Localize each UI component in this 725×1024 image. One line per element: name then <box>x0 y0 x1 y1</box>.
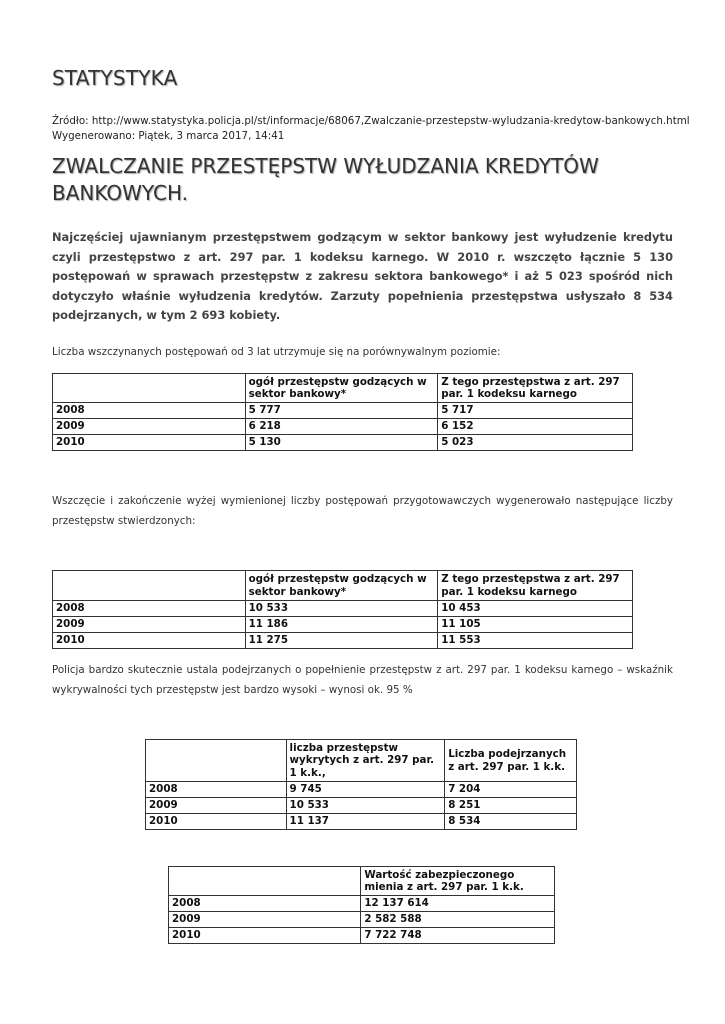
year-cell: 2009 <box>146 798 287 814</box>
paragraph-2: Wszczęcie i zakończenie wyżej wymienionej liczby postępowań przygotowawczych wygenerowało następujące liczby przestępstw stwierdzonych: <box>52 495 673 527</box>
value-cell: 5 777 <box>245 403 438 419</box>
table-row <box>146 814 577 830</box>
table-row <box>53 419 633 435</box>
value-cell: 5 717 <box>438 403 633 419</box>
paragraph-3: Policja bardzo skutecznie ustala podejrzanych o popełnienie przestępstw z art. 297 par. 1 kodeksu karnego – wskaźnik wykrywalności tych przestępstw jest bardzo wysoki – wynosi ok. 95 % <box>52 664 673 696</box>
year-cell: 2008 <box>53 601 246 617</box>
value-cell: 10 533 <box>286 798 445 814</box>
value-cell: 10 453 <box>438 601 633 617</box>
site-title: STATYSTYKA <box>52 66 178 90</box>
value-cell: 11 186 <box>245 617 438 633</box>
header-cell <box>53 374 246 403</box>
value-cell: 12 137 614 <box>361 896 555 912</box>
value-cell: 11 137 <box>286 814 445 830</box>
table-row <box>53 601 633 617</box>
value-cell: 11 105 <box>438 617 633 633</box>
table-header-row <box>53 374 633 403</box>
value-cell: 7 722 748 <box>361 928 555 944</box>
year-cell: 2010 <box>53 435 246 451</box>
value-cell: 11 275 <box>245 633 438 649</box>
table-row <box>53 617 633 633</box>
header-cell <box>169 867 361 896</box>
year-cell: 2008 <box>146 782 287 798</box>
table-wartosc-mienia <box>168 866 555 944</box>
header-cell: Z tego przestępstwa z art. 297 par. 1 kodeksu karnego <box>438 571 633 601</box>
table-row <box>169 928 555 944</box>
table-row <box>169 896 555 912</box>
header-cell: liczba przestępstw wykrytych z art. 297 par. 1 k.k., <box>286 740 445 782</box>
generated-date: Wygenerowano: Piątek, 3 marca 2017, 14:41 <box>52 130 285 142</box>
year-cell: 2010 <box>146 814 287 830</box>
table-wykrywalnosc <box>145 739 577 830</box>
table-row <box>146 798 577 814</box>
article-heading: ZWALCZANIE PRZESTĘPSTW WYŁUDZANIA KREDYTÓW BANKOWYCH. <box>52 154 599 205</box>
source-url: Źródło: http://www.statystyka.policja.pl/st/informacje/68067,Zwalczanie-przestepstw-wyludzania-kredytow-bankowych.html <box>52 115 690 127</box>
table-header-row <box>169 867 555 896</box>
table-przestepstwa-stwierdzone <box>52 570 633 649</box>
header-cell: ogół przestępstw godzących w sektor bankowy* <box>245 374 438 403</box>
year-cell: 2010 <box>53 633 246 649</box>
table-row <box>169 912 555 928</box>
meta-block <box>52 114 690 144</box>
year-cell: 2009 <box>53 419 246 435</box>
table-row <box>53 633 633 649</box>
table-header-row <box>146 740 577 782</box>
value-cell: 8 251 <box>445 798 577 814</box>
year-cell: 2009 <box>169 912 361 928</box>
year-cell: 2009 <box>53 617 246 633</box>
paragraph-1: Liczba wszczynanych postępowań od 3 lat utrzymuje się na porównywalnym poziomie: <box>52 346 501 358</box>
header-cell <box>53 571 246 601</box>
header-cell: ogół przestępstw godzących w sektor bankowy* <box>245 571 438 601</box>
value-cell: 5 130 <box>245 435 438 451</box>
value-cell: 6 152 <box>438 419 633 435</box>
table-row <box>53 435 633 451</box>
header-cell: Wartość zabezpieczonego mienia z art. 297 par. 1 k.k. <box>361 867 555 896</box>
header-cell <box>146 740 287 782</box>
year-cell: 2010 <box>169 928 361 944</box>
value-cell: 7 204 <box>445 782 577 798</box>
value-cell: 5 023 <box>438 435 633 451</box>
table-row <box>53 403 633 419</box>
year-cell: 2008 <box>53 403 246 419</box>
value-cell: 2 582 588 <box>361 912 555 928</box>
table-postepowania <box>52 373 633 451</box>
value-cell: 8 534 <box>445 814 577 830</box>
table-header-row <box>53 571 633 601</box>
value-cell: 10 533 <box>245 601 438 617</box>
header-cell: Liczba podejrzanych z art. 297 par. 1 k.k. <box>445 740 577 782</box>
article-lead: Najczęściej ujawnianym przestępstwem godzącym w sektor bankowy jest wyłudzenie kredytu czyli przestępstwo z art. 297 par. 1 kodeksu karnego. W 2010 r. wszczęto łącznie 5 130 postępowań w sprawach przestępstw z zakresu sektora bankowego* i aż 5 023 spośród nich dotyczyło właśnie wyłudzenia kredytów. Zarzuty popełnienia przestępstwa usłyszało 8 534 podejrzanych, w tym 2 693 kobiety. <box>52 230 673 323</box>
value-cell: 9 745 <box>286 782 445 798</box>
value-cell: 6 218 <box>245 419 438 435</box>
year-cell: 2008 <box>169 896 361 912</box>
value-cell: 11 553 <box>438 633 633 649</box>
table-row <box>146 782 577 798</box>
header-cell: Z tego przestępstwa z art. 297 par. 1 kodeksu karnego <box>438 374 633 403</box>
